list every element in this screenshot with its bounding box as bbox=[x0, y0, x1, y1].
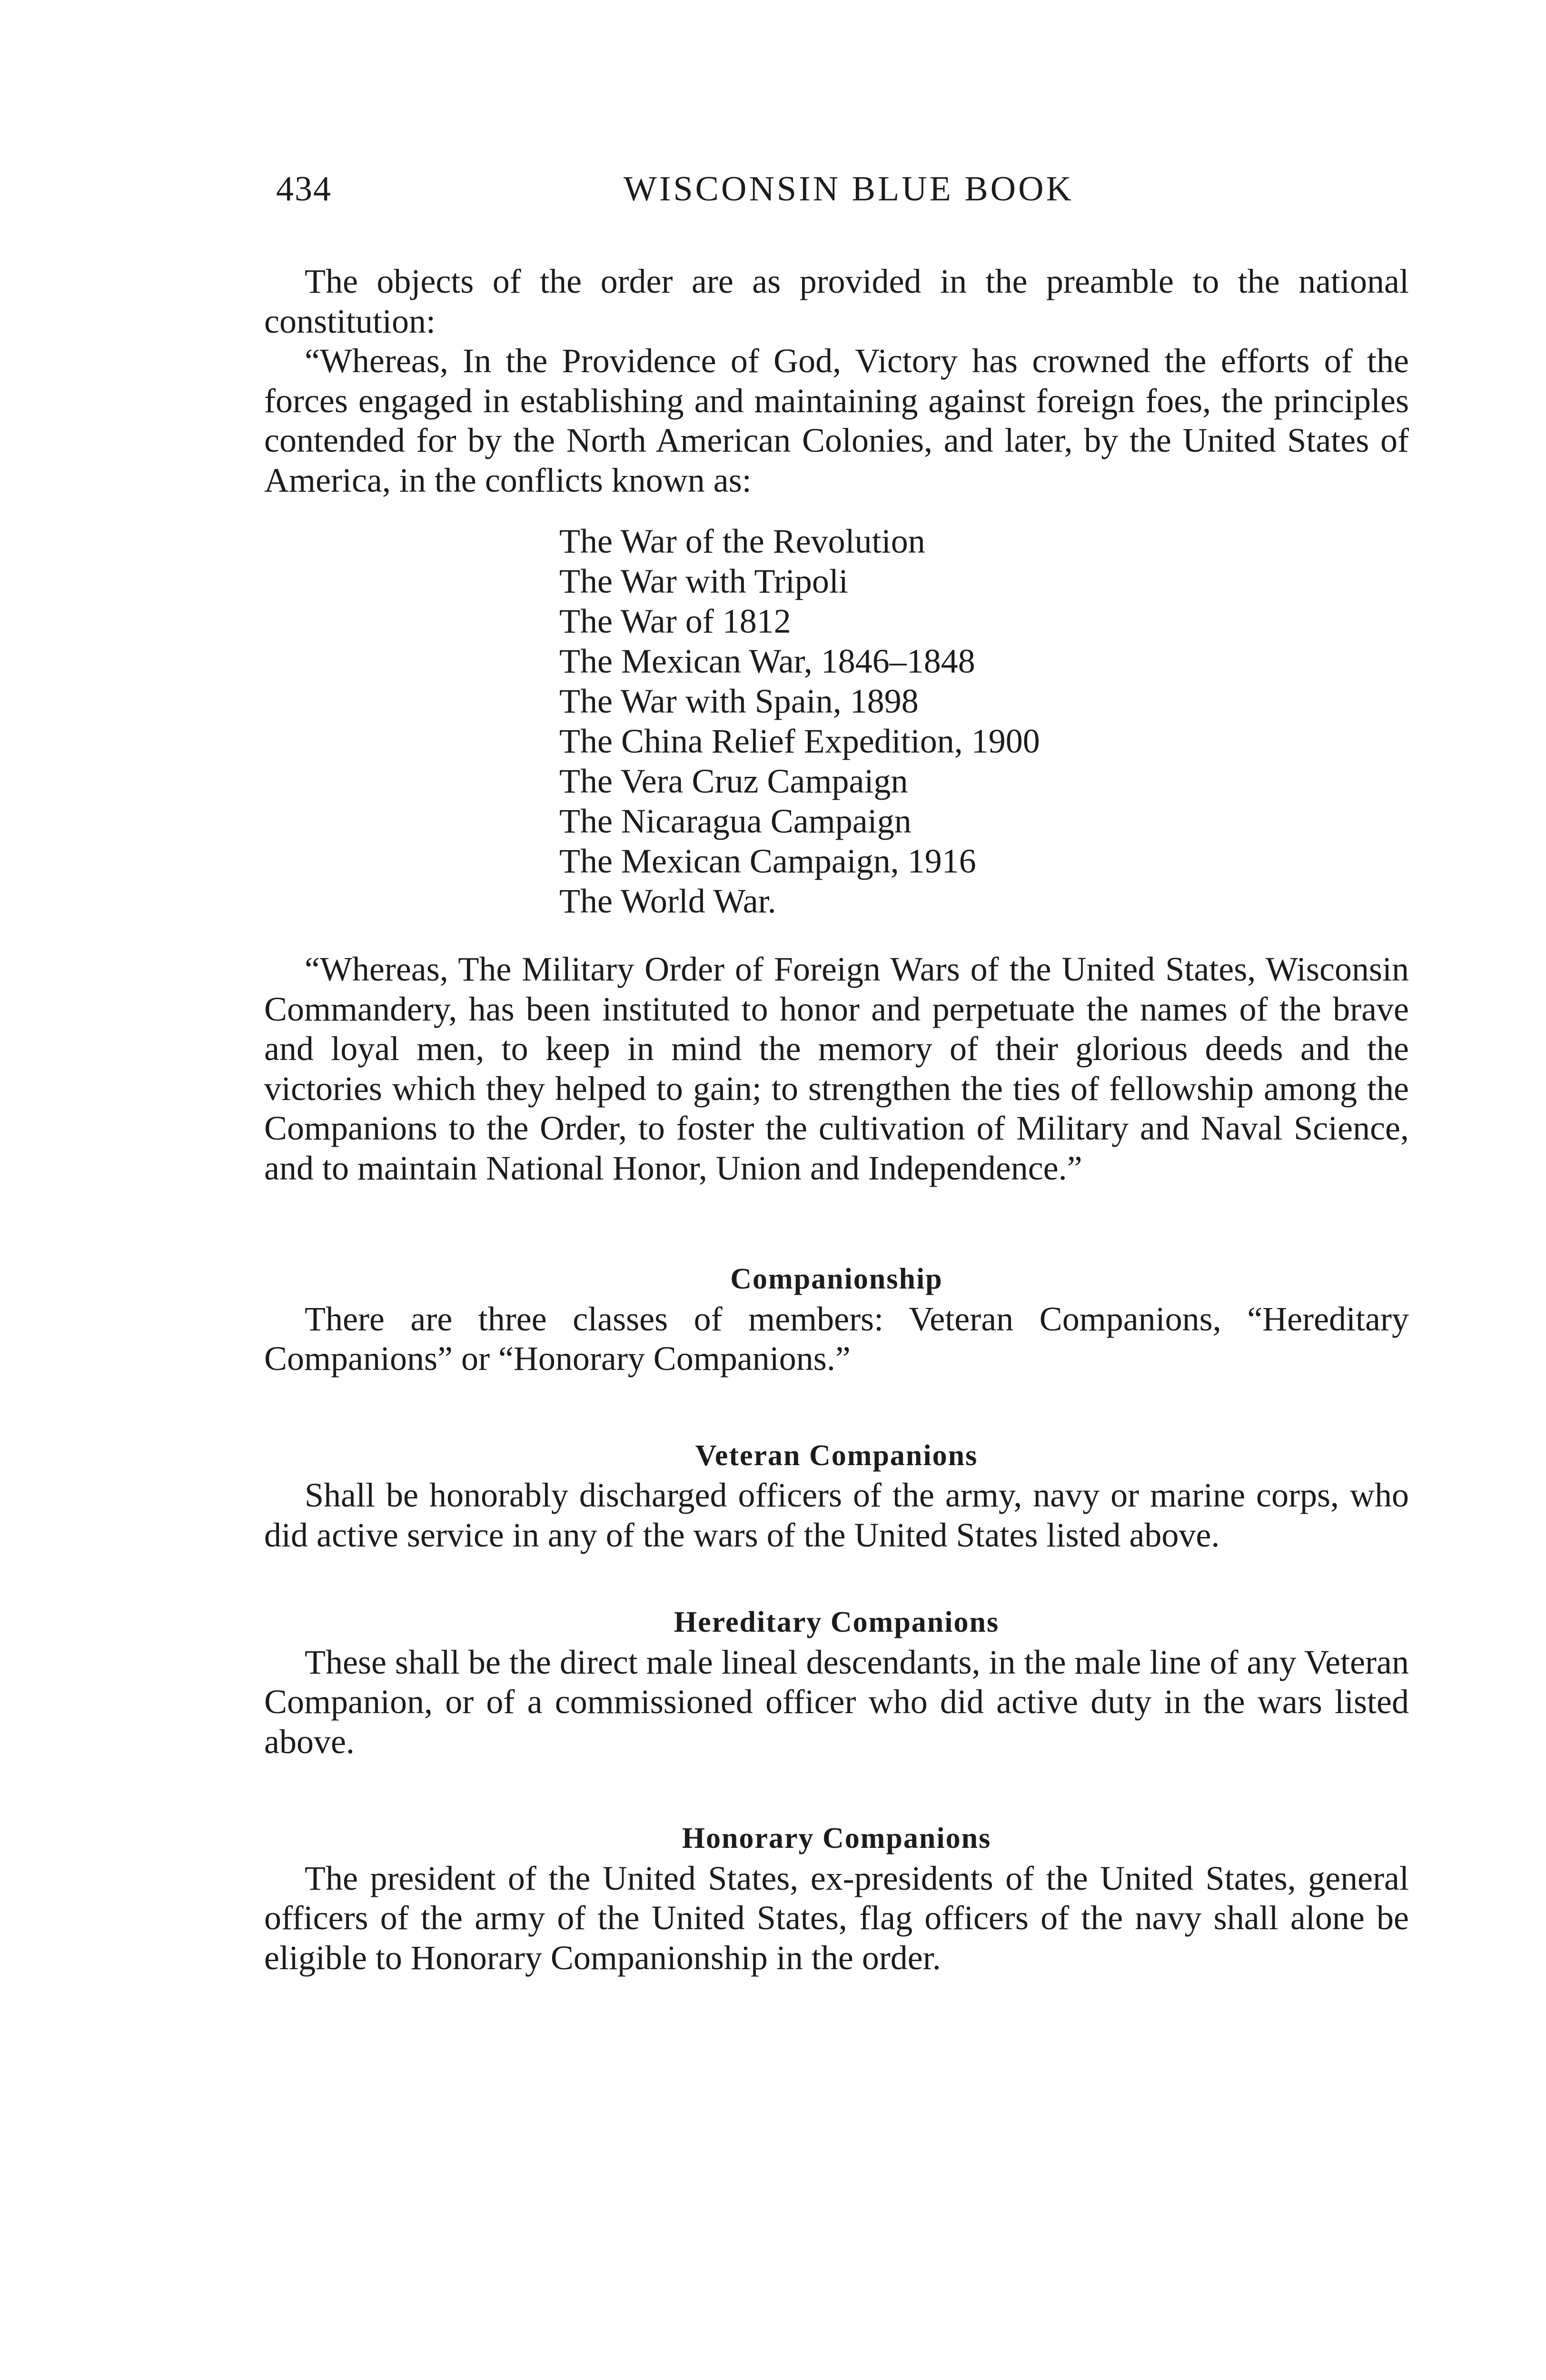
page-number: 434 bbox=[276, 169, 332, 208]
war-item: The War with Tripoli bbox=[559, 562, 848, 600]
page-header bbox=[276, 169, 1414, 221]
preamble-paragraph-1: “Whereas, In the Providence of God, Victory has crowned the efforts of the forces engaged in establishing and maintaining against foreign foes, the principles contended for by the North American Colonies, and later, by the United States of America, in the conflicts known as: bbox=[264, 342, 1409, 499]
war-item: The Vera Cruz Campaign bbox=[559, 762, 908, 800]
war-item: The War with Spain, 1898 bbox=[559, 682, 919, 720]
war-item: The War of 1812 bbox=[559, 602, 791, 640]
war-item: The Mexican Campaign, 1916 bbox=[559, 842, 976, 880]
heading-hereditary-companions: Hereditary Companions bbox=[674, 1606, 1000, 1638]
war-item: The War of the Revolution bbox=[559, 522, 925, 560]
running-head: WISCONSIN BLUE BOOK bbox=[624, 169, 1074, 208]
war-item: The China Relief Expedition, 1900 bbox=[559, 722, 1040, 760]
intro-paragraph: The objects of the order are as provided in the preamble to the national constitution: bbox=[264, 262, 1409, 340]
heading-honorary-companions: Honorary Companions bbox=[682, 1822, 991, 1854]
wars-list bbox=[559, 521, 1409, 921]
heading-companionship: Companionship bbox=[730, 1263, 943, 1295]
heading-veteran-companions: Veteran Companions bbox=[695, 1439, 978, 1472]
war-item: The World War. bbox=[559, 882, 776, 920]
veteran-paragraph: Shall be honorably discharged officers of the army, navy or marine corps, who did active service in any of the wars of the United States listed above. bbox=[264, 1476, 1409, 1554]
companionship-paragraph: There are three classes of members: Veteran Companions, “Hereditary Companions” or “Honorary Companions.” bbox=[264, 1299, 1409, 1378]
preamble-paragraph-2: “Whereas, The Military Order of Foreign Wars of the United States, Wisconsin Commandery, has been instituted to honor and perpetuate the names of the brave and loyal men, to keep in mind the memory of their glorious deeds and the victories which they helped to gain; to strengthen the ties of fellowship among the Companions to the Order, to foster the cultivation of Military and Naval Science, and to maintain National Honor, Union and Independence.” bbox=[264, 950, 1409, 1187]
honorary-paragraph: The president of the United States, ex-presidents of the United States, general officers of the army of the United States, flag officers of the navy shall alone be eligible to Honorary Companionship in the order. bbox=[264, 1859, 1409, 1977]
hereditary-paragraph: These shall be the direct male lineal descendants, in the male line of any Veteran Companion, or of a commissioned officer who did active duty in the wars listed above. bbox=[264, 1643, 1409, 1761]
war-item: The Nicaragua Campaign bbox=[559, 802, 912, 840]
page-body bbox=[264, 262, 1409, 1978]
war-item: The Mexican War, 1846–1848 bbox=[559, 642, 975, 680]
